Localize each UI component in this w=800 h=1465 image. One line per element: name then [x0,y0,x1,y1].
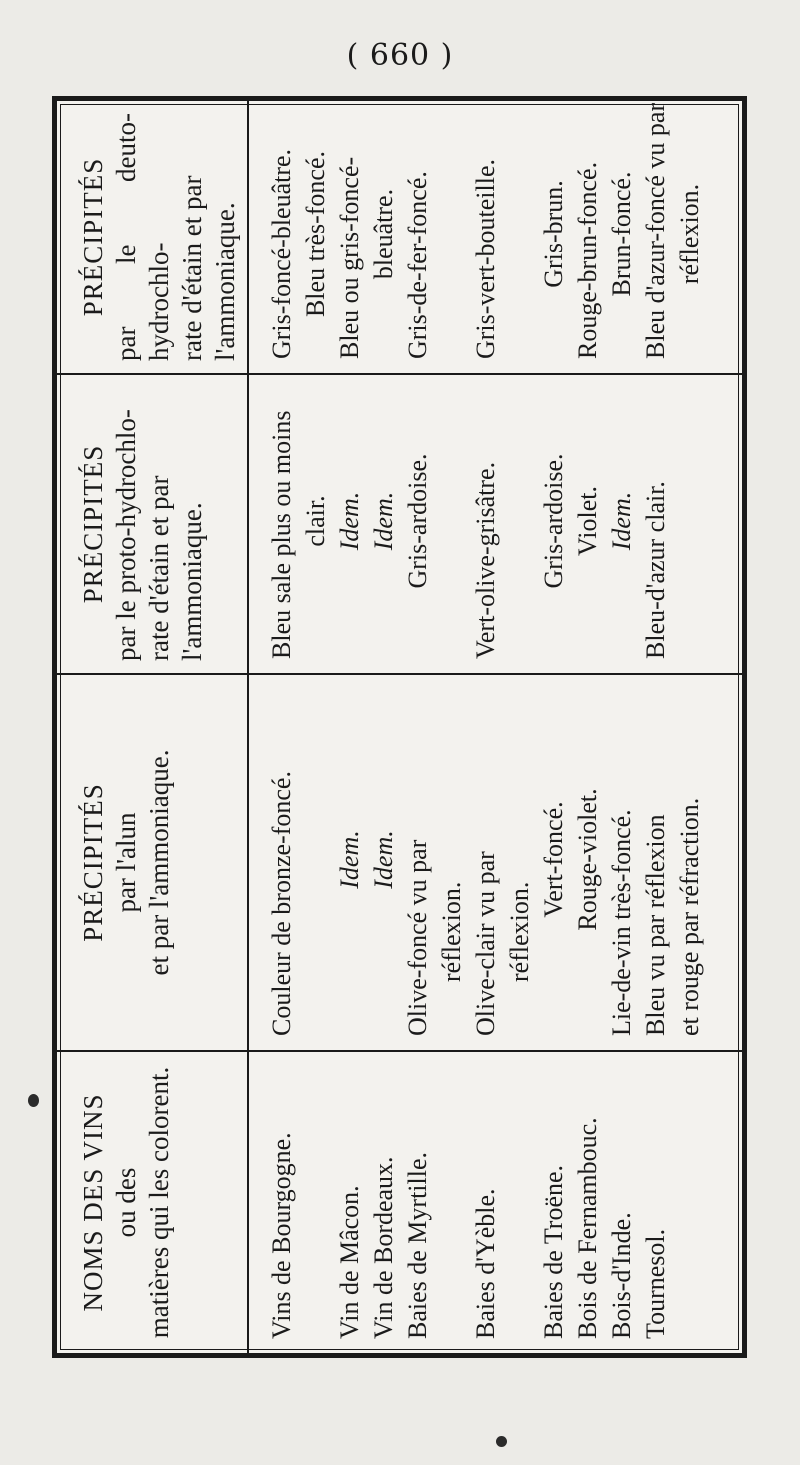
nom-line: Bois-d'Inde. [607,1212,636,1339]
column-deuto [248,101,742,374]
header-proto-sub-3: l'ammoniaque. [177,502,207,661]
alun-line: Idem. [335,830,364,889]
column-noms [248,1051,742,1353]
proto-line: Idem. [607,491,636,551]
alun-line: et rouge par réfraction. [675,797,704,1036]
deuto-line: Bleu ou gris-foncé- [335,156,364,359]
proto-line: Gris-ardoise. [403,453,432,589]
header-noms [57,1051,248,1353]
spacer [299,683,333,1036]
header-alun-title: PRÉCIPITÉS [78,783,108,942]
deuto-line: Rouge-brun-foncé. [573,161,602,359]
spacer [503,1060,537,1339]
nom-line: Vin de Bordeaux. [369,1156,398,1339]
alun-line: Rouge-violet. [573,788,602,931]
proto-line: clair. [301,495,330,547]
alun-line: Lie-de-vin très-foncé. [607,809,636,1036]
deuto-line: bleuâtre. [369,188,398,280]
alun-line: Olive-clair vu par [471,851,500,1036]
column-proto [248,374,742,674]
column-alun [248,674,742,1051]
header-deuto-sub-1: par le deuto-hydrochlo- [111,113,174,361]
rotated-table-wrapper [57,101,742,1353]
proto-line: Vert-olive-grisâtre. [471,461,500,659]
deuto-line: Bleu d'azur-foncé vu par [641,102,670,359]
deuto-line: Gris-brun. [539,180,568,288]
header-alun [57,674,248,1051]
header-proto-title: PRÉCIPITÉS [78,444,108,604]
nom-line: Vin de Mâcon. [335,1185,364,1339]
alun-line: réflexion. [505,881,534,982]
header-alun-sub-1: par l'alun [111,812,141,913]
nom-line: Baies d'Yèble. [471,1188,500,1339]
header-noms-title: NOMS DES VINS [78,1093,108,1312]
header-deuto [57,101,248,374]
spacer [299,1060,333,1339]
alun-line: Vert-foncé. [539,801,568,918]
ink-blot [496,1436,507,1447]
header-deuto-sub-3: l'ammoniaque. [210,202,240,361]
deuto-line: Gris-de-fer-foncé. [403,171,432,359]
deuto-line: Gris-vert-bouteille. [471,159,500,359]
nom-line: Tournesol. [641,1228,670,1339]
spacer [503,109,537,359]
proto-line: Bleu sale plus ou moins [267,410,296,659]
header-noms-sub-2: matières qui les colorent. [144,1066,174,1339]
header-row [57,101,248,1353]
nom-line: Baies de Troëne. [539,1164,568,1339]
proto-line: Bleu-d'azur clair. [641,481,670,659]
nom-line: Baies de Myrtille. [403,1151,432,1339]
wine-precipitate-table [52,96,747,1358]
header-proto-sub-1: par le proto-hydrochlo- [111,409,141,661]
alun-line: Bleu vu par réflexion [641,814,670,1036]
alun-line: Couleur de bronze-foncé. [267,771,296,1036]
nom-line: Vins de Bourgogne. [267,1132,296,1339]
header-deuto-title: PRÉCIPITÉS [78,157,108,317]
ink-blot [28,1094,39,1107]
proto-line: Gris-ardoise. [539,453,568,589]
deuto-line: Brun-foncé. [607,171,636,297]
proto-line: Violet. [573,486,602,556]
deuto-line: Gris-foncé-bleuâtre. [267,148,296,359]
header-alun-sub-2: et par l'ammoniaque. [144,749,174,976]
alun-line: Olive-foncé vu par [403,839,432,1036]
header-noms-sub-1: ou des [111,1167,141,1238]
spacer [435,109,469,359]
alun-line: Idem. [369,830,398,889]
spacer [435,383,469,659]
spacer [503,383,537,659]
proto-line: Idem. [369,491,398,551]
alun-line: réflexion. [437,881,466,982]
spacer [435,1060,469,1339]
header-proto-sub-2: rate d'étain et par [144,475,174,661]
deuto-line: Bleu très-foncé. [301,150,330,318]
header-deuto-sub-2: rate d'étain et par [177,175,207,361]
proto-line: Idem. [335,491,364,551]
precipitates-table [57,101,742,1353]
header-proto [57,374,248,674]
page-number: ( 660 ) [346,38,454,73]
nom-line: Bois de Fernambouc. [573,1117,602,1339]
deuto-line: réflexion. [675,183,704,285]
body-row [248,101,742,1353]
